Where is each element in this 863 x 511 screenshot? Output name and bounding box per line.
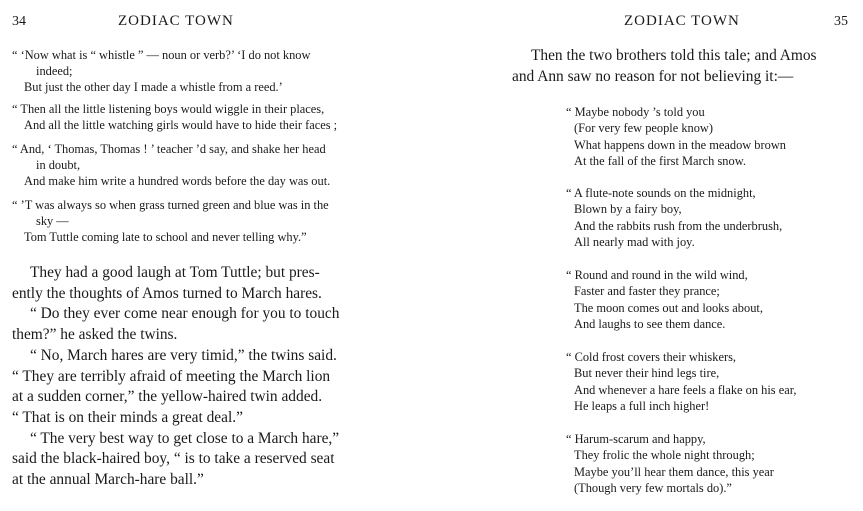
poem-line: They frolic the whole night through; [574, 448, 755, 463]
verse-line: “ Then all the little listening boys would wiggle in their places, [12, 102, 325, 116]
poem-line: “ A flute-note sounds on the midnight, [566, 186, 756, 200]
poem-line: “ Round and round in the wild wind, [566, 268, 748, 282]
prose-line: “ No, March hares are very timid,” the twins said. [30, 346, 337, 364]
verse-line: indeed; [36, 64, 73, 79]
poem-stanza [564, 349, 796, 415]
verse-line: But just the other day I made a whistle from a reed.’ [24, 80, 283, 95]
right-page [430, 0, 863, 511]
poem-line: The moon comes out and looks about, [574, 300, 763, 315]
poem-line: He leaps a full inch higher! [574, 399, 710, 414]
prose-line: Then the two brothers told this tale; and Amos [531, 47, 817, 64]
poem-line: All nearly mad with joy. [574, 235, 695, 250]
poem-line: Blown by a fairy boy, [574, 202, 682, 217]
poem-line: “ Cold frost covers their whiskers, [566, 350, 736, 364]
prose-line: “ The very best way to get close to a March hare,” [30, 429, 340, 447]
poem-line: And laughs to see them dance. [574, 317, 726, 332]
left-page [0, 0, 430, 511]
verse-line: “ ’T was always so when grass turned green and blue was in the [12, 198, 329, 212]
verse-line: And make him write a hundred words before the day was out. [24, 174, 331, 189]
prose-line: at a sudden corner,” the yellow-haired twin added. [12, 388, 323, 406]
verse-line: Tom Tuttle coming late to school and never telling why.” [24, 230, 307, 245]
poem-line: And the rabbits rush from the underbrush, [574, 218, 783, 233]
running-head: ZODIAC TOWN [624, 13, 740, 29]
poem-line: Maybe you’ll hear them dance, this year [574, 464, 774, 479]
poem-line: (Though very few mortals do).” [574, 481, 732, 496]
page-number: 34 [12, 14, 26, 29]
poem-line: (For very few people know) [574, 121, 714, 136]
prose-line: said the black-haired boy, “ is to take a reserved seat [12, 450, 335, 468]
poem-line: But never their hind legs tire, [574, 366, 720, 381]
prose-line: They had a good laugh at Tom Tuttle; but pres- [30, 264, 320, 281]
poem-stanza [564, 185, 782, 251]
verse-stanza [12, 197, 352, 246]
poem-line: Faster and faster they prance; [574, 284, 720, 299]
page-number: 35 [834, 14, 848, 29]
verse-stanza [12, 101, 352, 133]
verse-line: “ ‘Now what is “ whistle ” — noun or verb?’ ‘I do not know [12, 48, 311, 62]
verse-line: sky — [36, 214, 69, 229]
prose-line: at the annual March-hare ball.” [12, 471, 204, 489]
prose-line: them?” he asked the twins. [12, 326, 178, 344]
prose-line: “ They are terribly afraid of meeting the March lion [12, 367, 331, 385]
verse-line: “ And, ‘ Thomas, Thomas ! ’ teacher ’d say, and shake her head [12, 142, 326, 156]
running-head: ZODIAC TOWN [118, 13, 234, 29]
prose-line: and Ann saw no reason for not believing it:— [512, 68, 794, 85]
verse-line: And all the little watching girls would have to hide their faces ; [24, 118, 338, 133]
verse-stanza [12, 141, 352, 190]
verse-stanza [12, 47, 352, 96]
prose-line: “ That is on their minds a great deal.” [12, 408, 243, 426]
poem-line: “ Maybe nobody ’s told you [566, 105, 705, 119]
prose-text [512, 45, 852, 87]
prose-text [12, 263, 350, 491]
prose-line: ently the thoughts of Amos turned to March hares. [12, 284, 322, 302]
poem-line: What happens down in the meadow brown [574, 137, 786, 152]
verse-line: in doubt, [36, 158, 81, 173]
poem-stanza [564, 267, 763, 333]
poem-stanza [564, 431, 774, 497]
poem-stanza [564, 104, 786, 170]
poem-line: “ Harum-scarum and happy, [566, 432, 706, 446]
poem-line: And whenever a hare feels a flake on his ear, [574, 382, 797, 397]
poem-line: At the fall of the first March snow. [574, 154, 746, 169]
prose-line: “ Do they ever come near enough for you to touch [30, 305, 340, 323]
